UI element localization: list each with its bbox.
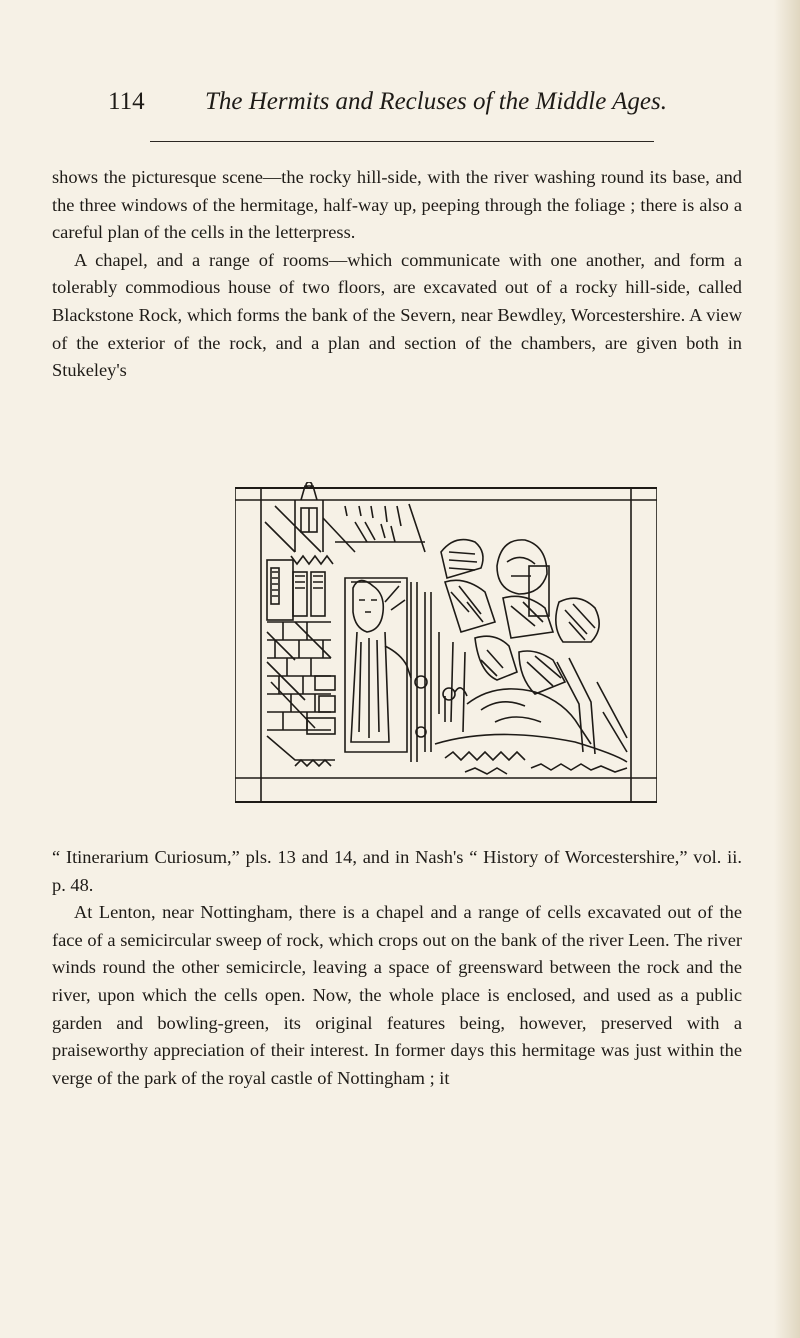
body-text-bottom: [52, 844, 742, 1092]
paragraph-continued: shows the picturesque scene—the rocky hill-side, with the river washing round its base, and the three windows of the hermitage, half-way up, peeping through the foliage ; there is also a careful plan of the cells in the letterpress.: [52, 167, 742, 243]
paragraph-blackstone-rock: A chapel, and a range of rooms—which communicate with one another, and form a tolerably commodious house of two floors, are excavated out of a rocky hill-side, called Blackstone Rock, which forms the bank of the Severn, near Bewdley, Worcestershire. A view of the exterior of the rock, and a plan and section of the chambers, are given both in Stukeley's: [52, 249, 742, 381]
woodcut-illustration: [235, 482, 657, 804]
page-header: [108, 88, 708, 128]
running-title: The Hermits and Recluses of the Middle Ages.: [205, 88, 667, 115]
page-edge-shading: [774, 0, 800, 1338]
hermit-woodcut-drawing: [235, 482, 657, 804]
page-number: 114: [108, 88, 145, 115]
paragraph-lenton: At Lenton, near Nottingham, there is a chapel and a range of cells excavated out of the face of a semicircular sweep of rock, which crops out on the bank of the river Leen. The river winds round the other semicircle, leaving a space of greensward between the rock and the river, upon which the cells open. Now, the whole place is enclosed, and used as a public garden and bowling-green, its original features being, however, preserved with a praiseworthy appreciation of their interest. In former days this hermitage was just within the verge of the park of the royal castle of Nottingham ; it: [52, 902, 742, 1088]
header-rule: [150, 141, 654, 142]
body-text-top: [52, 164, 742, 385]
paragraph-citation: “ Itinerarium Curiosum,” pls. 13 and 14, and in Nash's “ History of Worcestershire,” vol. ii. p. 48.: [52, 847, 742, 895]
